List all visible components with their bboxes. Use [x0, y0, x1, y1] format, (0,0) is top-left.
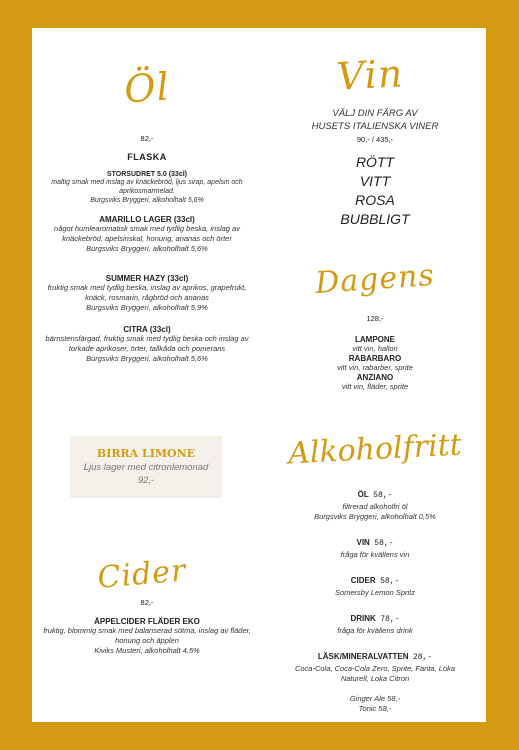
- wine-title: Vin: [335, 51, 405, 99]
- dagens-item-name: LAMPONE: [355, 335, 395, 344]
- nonalc-item-name: VIN: [356, 538, 370, 547]
- beer-item-brewery: Burgsviks Bryggeri, alkoholhalt 5,9%: [86, 303, 208, 312]
- nonalc-item-price: 28,-: [412, 653, 433, 662]
- beer-title: Öl: [122, 64, 172, 112]
- dagens-item-desc: vitt vin, rabarber, sprite: [337, 363, 413, 372]
- wine-price: 90,- / 435,-: [356, 135, 394, 144]
- dagens-section: [270, 257, 480, 392]
- alkoholfritt-section: [270, 427, 480, 714]
- beer-item-desc: fruktig smak med tydlig beska, inslag av aprikos, grapefrukt, knäck, rosmarin, rågbröd och ananas: [47, 283, 247, 302]
- nonalc-extra: Tonic 58,-: [358, 704, 392, 713]
- cider-name: ÄPPELCIDER FLÄDER EKO: [94, 617, 200, 626]
- dagens-item-desc: vitt vin, hallon: [352, 344, 398, 353]
- cider-desc: fruktig, blommig smak med balanserad sötma, inslag av fläder, honung och äpplen: [43, 626, 251, 645]
- nonalc-extra: Ginger Ale 58,-: [349, 694, 401, 703]
- birra-title: BIRRA LIMONE: [96, 447, 196, 460]
- wine-color: RÖTT: [355, 154, 395, 170]
- nonalc-item: [270, 608, 480, 636]
- beer-item: [36, 274, 258, 313]
- wine-color: VITT: [359, 173, 391, 189]
- beer-item: [36, 215, 258, 254]
- beer-item-brewery: Burgsviks Bryggeri, alkoholhalt 5,6%: [90, 197, 204, 204]
- cider-price: 82,-: [140, 598, 154, 607]
- dagens-item-name: ANZIANO: [356, 373, 394, 382]
- wine-line2: HUSETS ITALIENSKA VINER: [311, 121, 439, 132]
- birra-price: 92,-: [137, 475, 155, 486]
- nonalc-item-desc: fråga för kvällens drink: [337, 626, 413, 635]
- nonalc-item-name: DRINK: [350, 614, 376, 623]
- nonalc-item-desc: fråga för kvällens vin: [340, 550, 410, 559]
- birra-limone-box: [70, 436, 222, 498]
- nonalc-item-name: LÄSK/MINERALVATTEN: [317, 652, 409, 661]
- nonalc-item-desc: filtrerad alkoholfri öl: [342, 502, 408, 511]
- nonalc-item-desc: Somersby Lemon Spritz: [334, 588, 416, 597]
- wine-section: [270, 52, 480, 229]
- nonalc-item: [270, 532, 480, 560]
- nonalc-item-price: 78,-: [380, 615, 400, 624]
- nonalc-item-name: ÖL: [357, 490, 369, 499]
- alkoholfritt-title: Alkoholfritt: [287, 427, 463, 472]
- dagens-item: [270, 335, 480, 354]
- dagens-title: Dagens: [314, 257, 436, 302]
- beer-heading: FLASKA: [127, 152, 167, 162]
- beer-item-name: AMARILLO LAGER (33cl): [99, 215, 195, 224]
- nonalc-item-name: CIDER: [350, 576, 376, 585]
- dagens-item: [270, 354, 480, 373]
- cider-brewery: Kiviks Musteri, alkoholhalt 4,5%: [94, 646, 200, 655]
- menu-page: [32, 28, 486, 722]
- beer-item-name: CITRA (33cl): [123, 325, 171, 334]
- birra-subtitle: Ljus lager med citronlemonad: [83, 462, 209, 473]
- nonalc-item: [270, 570, 480, 598]
- cider-section: [36, 553, 258, 656]
- dagens-item: [270, 373, 480, 392]
- wine-color: BUBBLIGT: [340, 211, 410, 227]
- beer-price: 82,-: [140, 134, 154, 143]
- nonalc-item-price: 58,-: [380, 577, 400, 586]
- dagens-item-desc: vitt vin, fläder, sprite: [341, 382, 409, 391]
- nonalc-item: [270, 484, 480, 522]
- dagens-price: 128,-: [366, 314, 384, 323]
- beer-item-brewery: Burgsviks Bryggeri, alkoholhalt 5,6%: [86, 244, 208, 253]
- nonalc-item-desc2: Burgsviks Bryggeri, alkoholhalt 0,5%: [314, 512, 436, 521]
- beer-item-name: SUMMER HAZY (33cl): [105, 274, 189, 283]
- beer-item-desc: något humlearomatisk smak med tydlig beska, inslag av knäckebröd, apelsinskal, honung, ananas och örter: [54, 224, 240, 243]
- beer-section: [36, 64, 258, 364]
- wine-colors: [270, 153, 480, 229]
- nonalc-item: [270, 646, 480, 684]
- beer-item: [36, 171, 258, 205]
- nonalc-item-price: 58,-: [373, 491, 393, 500]
- beer-item-desc: bärnstensfärgad, fruktig smak med tydlig beska och inslag av torkade aprikoser, örter, tallkåda och pomerans: [45, 334, 249, 353]
- wine-line1: VÄLJ DIN FÄRG AV: [332, 108, 418, 119]
- cider-title: Cider: [96, 553, 188, 596]
- nonalc-item-price: 58,-: [374, 539, 394, 548]
- beer-item-name: STORSUDRET 5.0 (33cl): [106, 171, 187, 178]
- beer-item-desc: maltig smak med inslag av knäckebröd, ljus sirap, apelsin och aprikosmarmelad.: [51, 179, 243, 195]
- beer-item: [36, 325, 258, 364]
- nonalc-item-desc: Coca-Cola, Coca-Cola Zero, Sprite, Fanta, Loka Naturell, Loka Citron: [294, 664, 456, 683]
- wine-color: ROSA: [355, 192, 395, 208]
- beer-item-brewery: Burgsviks Bryggeri, alkoholhalt 5,6%: [86, 354, 208, 363]
- dagens-item-name: RABARBARO: [348, 354, 402, 363]
